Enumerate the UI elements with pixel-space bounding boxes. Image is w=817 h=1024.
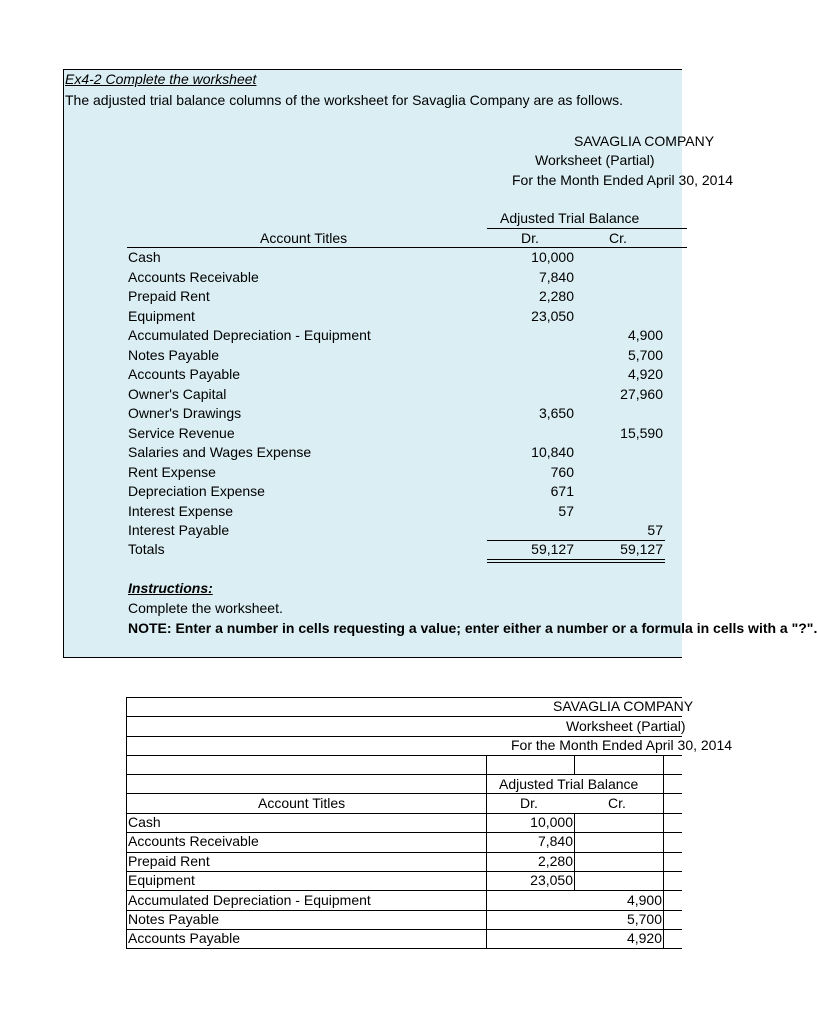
exercise-panel bbox=[63, 69, 817, 658]
grid-row-account: Cash bbox=[128, 814, 161, 830]
row-dr: 2,280 bbox=[538, 288, 574, 304]
grid-col-dr: Dr. bbox=[520, 795, 538, 811]
grid-row-dr[interactable]: 10,000 bbox=[530, 814, 573, 830]
grid-company: SAVAGLIA COMPANY bbox=[553, 698, 694, 714]
instructions-note: NOTE: Enter a number in cells requesting a value; enter either a number or a formula in cells with a "?". bbox=[128, 620, 817, 636]
row-account: Owner's Drawings bbox=[128, 405, 242, 421]
worksheet-company: SAVAGLIA COMPANY bbox=[574, 133, 715, 149]
row-dr: 10,000 bbox=[531, 249, 574, 265]
row-account: Accumulated Depreciation - Equipment bbox=[128, 327, 371, 343]
col-cr: Cr. bbox=[609, 230, 627, 246]
grid-col-account-titles: Account Titles bbox=[258, 795, 346, 811]
grid-row-dr[interactable]: 7,840 bbox=[537, 833, 573, 850]
row-cr: 4,900 bbox=[627, 327, 663, 343]
grid-row-account: Accounts Receivable bbox=[128, 833, 259, 850]
totals-label: Totals bbox=[128, 541, 165, 557]
row-dr: 3,650 bbox=[538, 405, 574, 421]
instructions-heading: Instructions: bbox=[128, 580, 213, 596]
row-dr: 671 bbox=[550, 483, 574, 499]
row-cr: 15,590 bbox=[620, 424, 663, 441]
grid-row-account: Accumulated Depreciation - Equipment bbox=[128, 891, 371, 908]
col-account-titles: Account Titles bbox=[260, 230, 348, 246]
totals-dr: 59,127 bbox=[531, 541, 574, 557]
grid-row-dr[interactable]: 23,050 bbox=[530, 872, 573, 889]
grid-subtitle: Worksheet (Partial) bbox=[566, 718, 686, 734]
worksheet-subtitle: Worksheet (Partial) bbox=[535, 152, 655, 168]
row-account: Owner's Capital bbox=[128, 385, 227, 402]
row-dr: 23,050 bbox=[531, 307, 574, 324]
row-account: Cash bbox=[128, 249, 161, 265]
grid-row-account: Equipment bbox=[128, 872, 195, 889]
row-account: Interest Payable bbox=[128, 522, 230, 538]
instructions-text: Complete the worksheet. bbox=[128, 600, 283, 616]
row-account: Interest Expense bbox=[128, 502, 234, 519]
row-account: Accounts Payable bbox=[128, 366, 241, 382]
row-account: Service Revenue bbox=[128, 424, 235, 441]
row-account: Equipment bbox=[128, 307, 195, 324]
row-account: Accounts Receivable bbox=[128, 268, 259, 285]
grid-row-dr[interactable]: 2,280 bbox=[537, 852, 573, 869]
row-account: Prepaid Rent bbox=[128, 288, 210, 304]
grid-row-cr[interactable]: 4,900 bbox=[626, 891, 662, 908]
section-header: Adjusted Trial Balance bbox=[500, 210, 640, 226]
row-dr: 760 bbox=[550, 463, 574, 480]
exercise-title: Ex4-2 Complete the worksheet bbox=[65, 71, 257, 87]
col-dr: Dr. bbox=[521, 230, 539, 246]
grid-row-cr[interactable]: 5,700 bbox=[626, 911, 662, 927]
worksheet-period: For the Month Ended April 30, 2014 bbox=[512, 172, 734, 188]
exercise-intro: The adjusted trial balance columns of the worksheet for Savaglia Company are as follows. bbox=[65, 92, 623, 108]
row-cr: 4,920 bbox=[627, 366, 663, 382]
grid-row-account: Prepaid Rent bbox=[128, 852, 210, 869]
grid-col-cr: Cr. bbox=[608, 795, 626, 811]
row-account: Depreciation Expense bbox=[128, 483, 265, 499]
totals-cr: 59,127 bbox=[620, 541, 663, 557]
row-dr: 57 bbox=[558, 502, 574, 519]
grid-row-account: Notes Payable bbox=[128, 911, 220, 927]
row-cr: 27,960 bbox=[620, 385, 663, 402]
grid-period: For the Month Ended April 30, 2014 bbox=[511, 737, 733, 753]
row-cr: 57 bbox=[647, 522, 663, 538]
row-cr: 5,700 bbox=[627, 346, 663, 363]
grid-row-account: Accounts Payable bbox=[128, 930, 241, 947]
answer-grid bbox=[126, 697, 733, 949]
row-dr: 10,840 bbox=[531, 444, 574, 460]
row-dr: 7,840 bbox=[538, 268, 574, 285]
grid-section-header: Adjusted Trial Balance bbox=[499, 776, 639, 792]
grid-row-cr[interactable]: 4,920 bbox=[626, 930, 662, 947]
row-account: Rent Expense bbox=[128, 463, 216, 480]
row-account: Notes Payable bbox=[128, 346, 220, 363]
row-account: Salaries and Wages Expense bbox=[128, 444, 312, 460]
